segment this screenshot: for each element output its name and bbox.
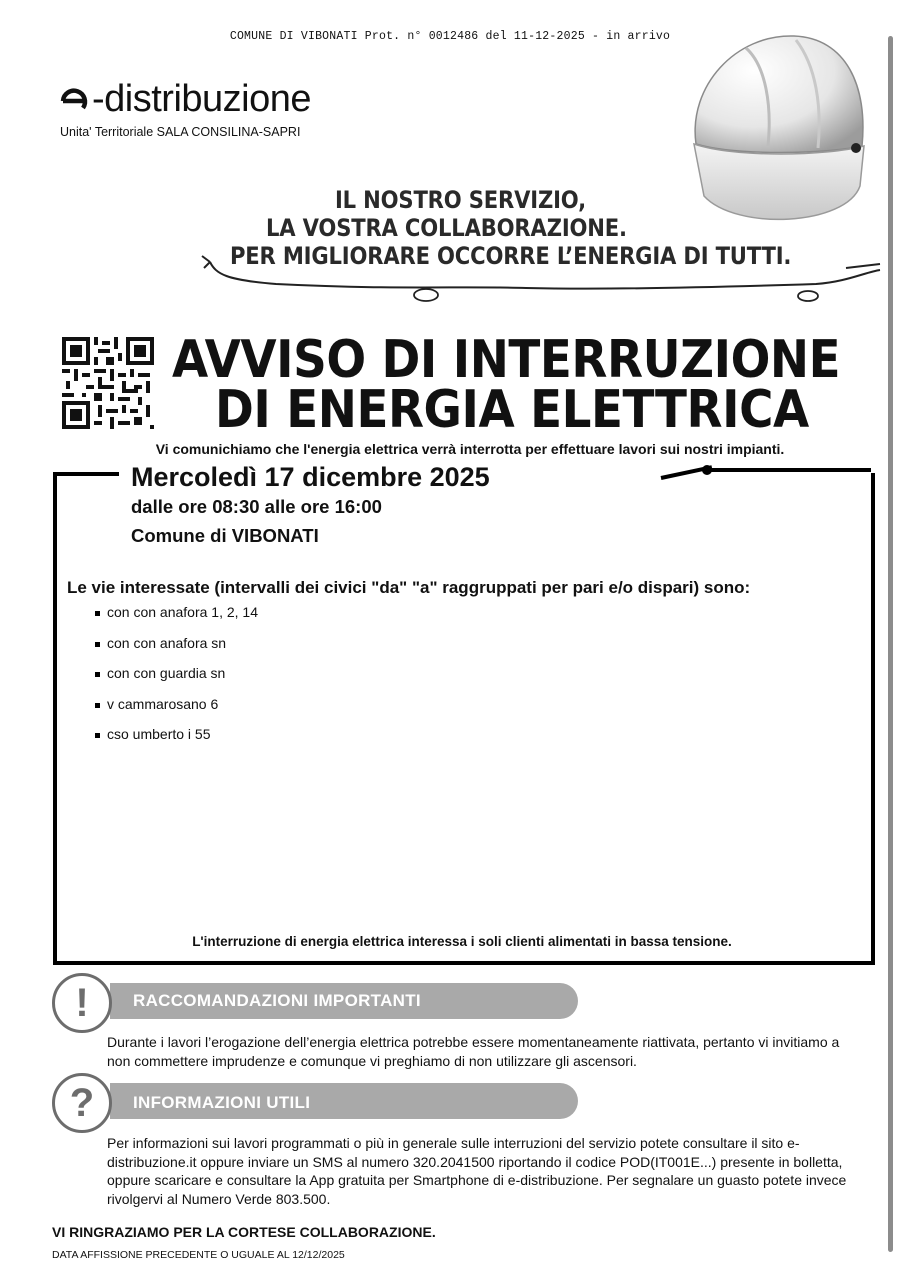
outage-date: Mercoledì 17 dicembre 2025 [131,462,490,492]
box-border-segment [53,472,119,476]
bullet-icon [95,733,100,738]
notice-title-line-2: DI ENERGIA ELETTRICA [215,380,809,440]
protocol-stamp: COMUNE DI VIBONATI Prot. n° 0012486 del 11-12-2025 - in arrivo [229,30,671,43]
thanks-note: VI RINGRAZIAMO PER LA CORTESE COLLABORAZIONE. [52,1224,436,1240]
streets-header: Le vie interessate (intervalli dei civici "da" "a" raggruppati per pari e/o dispari) sono: [67,578,751,597]
notice-title-line-1: AVVISO DI INTERRUZIONE [172,330,841,390]
question-icon: ? [52,1073,112,1133]
bullet-icon [95,672,100,677]
brand-logo [58,78,311,121]
power-cable-icon [196,250,886,310]
box-border-segment [707,468,871,472]
outage-hours: dalle ore 08:30 alle ore 16:00 [131,496,382,517]
bullet-icon [95,611,100,616]
slogan-line-1: IL NOSTRO SERVIZIO, [335,186,586,214]
outage-comune: Comune di VIBONATI [131,525,319,546]
list-item [95,604,258,635]
qr-code-icon[interactable] [62,337,154,429]
street-name: con con anafora 1, 2, 14 [107,604,258,620]
territorial-unit: Unita' Territoriale SALA CONSILINA-SAPRI [60,125,301,139]
notice-intro: Vi comunichiamo che l'energia elettrica verrà interrotta per effettuare lavori sui nostri impianti. [155,441,785,457]
street-name: con con guardia sn [107,665,226,681]
list-item [95,635,258,666]
street-name: v cammarosano 6 [107,695,219,712]
e-logo-icon [58,84,90,116]
exclamation-icon: ! [52,973,112,1033]
posting-date: DATA AFFISSIONE PRECEDENTE O UGUALE AL 12/12/2025 [52,1249,345,1261]
street-name: cso umberto i 55 [107,726,211,742]
low-tension-note: L'interruzione di energia elettrica interessa i soli clienti alimentati in bassa tensione. [192,934,732,949]
recommendations-body: Durante i lavori l’erogazione dell’energia elettrica potrebbe essere momentaneamente riattivata, pertanto vi invitiamo a non commettere imprudenze e comunque vi preghiamo di non utilizzare gli ascensori. [107,1034,840,1069]
brand-name: -distribuzione [92,78,311,120]
slogan-line-3: PER MIGLIORARE OCCORRE L’ENERGIA DI TUTTI. [230,242,792,270]
street-name: con con anafora sn [107,634,227,651]
info-body: Per informazioni sui lavori programmati o più in generale sulle interruzioni del servizio potete consultare il sito e-distribuzione.it oppure inviare un SMS al numero 320.2041500 riportando il codice POD(IT001E...) presente in bolletta, oppure scaricare e consultare la App gratuita per Smartphone di e-distribuzione. Per segnalare un guasto potete invece rivolgervi al Numero Verde 803.500. [107,1135,847,1207]
scrollbar[interactable] [888,36,893,1252]
bullet-icon [95,642,100,647]
bullet-icon [95,703,100,708]
plug-knob-icon [702,465,712,475]
list-item [95,726,258,757]
streets-list [95,604,258,757]
list-item [95,696,258,727]
recommendations-title: RACCOMANDAZIONI IMPORTANTI [133,991,421,1010]
list-item [95,665,258,696]
safety-helmet-icon [676,26,872,236]
info-title: INFORMAZIONI UTILI [133,1093,311,1112]
slogan-line-2: LA VOSTRA COLLABORAZIONE. [266,214,627,242]
